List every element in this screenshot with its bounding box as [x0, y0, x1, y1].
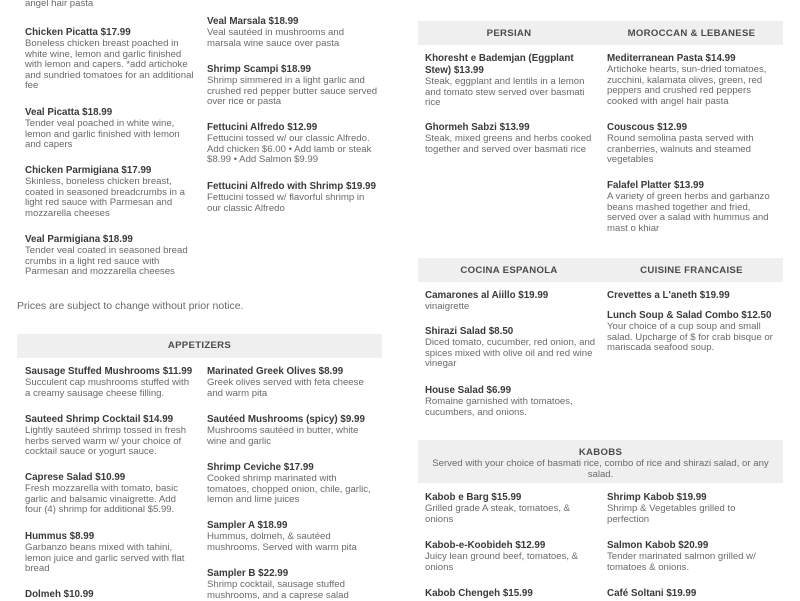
item-name: Sautéed Mushrooms (spicy) $9.99	[207, 414, 365, 425]
item-name: Sampler A $18.99	[207, 520, 288, 531]
item-desc: Hummus, dolmeh, & sautéed mushrooms. Served with warm pita	[207, 531, 357, 553]
item-desc: vinaigrette	[425, 301, 470, 312]
item-name: Kabob e Barg $15.99	[425, 492, 522, 503]
item-name: Shirazi Salad $8.50	[425, 326, 514, 337]
menu-item	[425, 290, 597, 313]
menu-item	[25, 589, 197, 601]
section-title-kabobs: KABOBS	[578, 447, 623, 458]
menu-item	[207, 181, 379, 214]
menu-item	[425, 588, 597, 600]
menu-item	[425, 385, 585, 418]
item-desc: Mushrooms sautéed in butter, white wine and garlic	[207, 425, 359, 447]
menu-item	[207, 366, 379, 399]
item-desc: Romaine garnished with tomatoes, cucumbers, and onions.	[425, 396, 573, 418]
item-name: Caprese Salad $10.99	[25, 472, 126, 483]
item-name: Veal Picatta $18.99	[25, 107, 113, 118]
menu-item	[207, 414, 379, 447]
item-name: Marinated Greek Olives $8.99	[207, 366, 344, 377]
menu-item	[207, 568, 379, 601]
item-desc: Steak, eggplant and lentils in a lemon and tomato stew served over basmati rice	[425, 76, 585, 109]
top-fragment-text: angel hair pasta	[25, 0, 94, 9]
item-name: Chicken Picatta $17.99	[25, 27, 131, 38]
item-desc: Boneless chicken breast poached in white wine, lemon and garlic finished with lemon and capers. *add artichoke and sundried tomatoes for an additional fee	[25, 38, 194, 92]
item-name: Crevettes a L'aneth $19.99	[607, 290, 730, 301]
item-desc: Steak, mixed greens and herbs cooked together and served over basmati rice	[425, 133, 592, 155]
item-desc: Tender veal poached in white wine, lemon and garlic finished with lemon and capers	[25, 118, 180, 151]
menu-item	[425, 492, 590, 525]
item-desc: Fresh mozzarella with tomato, basic garlic and balsamic vinaigrette. Add four (4) shrimp for additional $5.99.	[25, 483, 179, 516]
menu-item	[25, 472, 195, 516]
item-name: Kabob Chengeh $15.99	[425, 588, 533, 599]
menu-item	[25, 27, 195, 92]
menu-item	[607, 588, 779, 600]
menu-item	[25, 234, 190, 278]
item-desc: Garbanzo beans mixed with tahini, lemon juice and garlic served with flat bread	[25, 542, 185, 575]
menu-item	[207, 122, 379, 166]
item-name: Shrimp Ceviche $17.99	[207, 462, 314, 473]
item-name: Khoresht e Bademjan (Eggplant Stew) $13.99	[425, 53, 574, 76]
espanola-francaise-header	[418, 258, 783, 282]
item-desc: Succulent cap mushrooms stuffed with a creamy sausage cheese filling.	[25, 377, 190, 399]
item-name: Hummus $8.99	[25, 531, 95, 542]
item-desc: Tender marinated salmon grilled w/ tomatoes & onions.	[607, 551, 756, 573]
menu-item	[207, 64, 379, 108]
menu-item	[25, 107, 190, 151]
item-desc: Shrimp simmered in a light garlic and crushed red pepper butter sauce served over rice or pasta	[207, 75, 378, 108]
item-desc: A variety of green herbs and garbanzo beans mashed together and fried, served over a salad with hummus and mast o khiar	[607, 191, 770, 234]
menu-item	[207, 462, 379, 506]
menu-item	[607, 540, 772, 573]
menu-item	[207, 520, 379, 553]
item-desc: Diced tomato, cucumber, red onion, and spices mixed with olive oil and red wine vinegar	[425, 337, 596, 370]
item-desc: Veal sautéed in mushrooms and marsala wine sauce over pasta	[207, 27, 345, 49]
item-desc: Lightly sautéed shrimp tossed in fresh herbs served warm w/ your choice of cocktail sauce or yogurt sauce.	[25, 425, 187, 458]
menu-item	[425, 122, 597, 155]
item-name: Chicken Parmigiana $17.99	[25, 165, 152, 176]
item-name: Camarones al Aiillo $19.99	[425, 290, 549, 301]
persian-moroccan-header	[418, 21, 783, 45]
section-title-espanola: COCINA ESPANOLA	[460, 265, 558, 276]
menu-item	[607, 122, 767, 166]
section-title: APPETIZERS	[167, 340, 232, 351]
item-desc: Shrimp cocktail, sausage stuffed mushrooms, and a caprese salad	[207, 579, 349, 601]
kabobs-subtitle: Served with your choice of basmati rice, combo of rice and shirazi salad, or any salad.	[432, 458, 769, 480]
item-name: Veal Marsala $18.99	[207, 16, 299, 27]
item-name: Couscous $12.99	[607, 122, 688, 133]
item-name: Mediterranean Pasta $14.99	[607, 53, 736, 64]
item-name: Sausage Stuffed Mushrooms $11.99	[25, 366, 193, 377]
section-title-persian: PERSIAN	[486, 28, 532, 39]
kabobs-header	[418, 440, 783, 483]
item-name: Lunch Soup & Salad Combo $12.50	[607, 310, 772, 321]
menu-item	[425, 540, 590, 573]
menu-item	[607, 492, 772, 525]
item-name: Kabob-e-Koobideh $12.99	[425, 540, 546, 551]
item-name: Café Soltani $19.99	[607, 588, 697, 599]
menu-item	[25, 531, 197, 575]
item-name: Sauteed Shrimp Cocktail $14.99	[25, 414, 174, 425]
menu-item	[607, 310, 777, 354]
menu-item	[607, 180, 775, 234]
item-name: House Salad $6.99	[425, 385, 512, 396]
appetizers-header	[17, 334, 382, 358]
item-name: Ghormeh Sabzi $13.99	[425, 122, 530, 133]
menu-item	[25, 414, 197, 458]
menu-item	[425, 53, 601, 109]
item-desc: Shrimp & Vegetables grilled to perfection	[607, 503, 736, 525]
item-name: Falafel Platter $13.99	[607, 180, 704, 191]
item-name: Sampler B $22.99	[207, 568, 289, 579]
item-name: Salmon Kabob $20.99	[607, 540, 709, 551]
price-note: Prices are subject to change without prior notice.	[17, 300, 244, 312]
menu-item	[607, 290, 779, 302]
item-desc: Skinless, boneless chicken breast, coated in seasoned breadcrumbs in a light red sauce with Parmesan and mozzarella cheeses	[25, 176, 185, 219]
menu-item	[25, 366, 197, 399]
item-name: Dolmeh $10.99	[25, 589, 94, 600]
item-desc: Greek olives served with feta cheese and warm pita	[207, 377, 364, 399]
menu-item	[607, 53, 779, 107]
item-desc: Juicy lean ground beef, tomatoes, & onions	[425, 551, 579, 573]
item-name: Shrimp Scampi $18.99	[207, 64, 312, 75]
section-title-moroccan: MOROCCAN & LEBANESE	[627, 28, 756, 39]
section-title-francaise: CUISINE FRANCAISE	[640, 265, 743, 276]
item-name: Fettucini Alfredo $12.99	[207, 122, 318, 133]
item-name: Shrimp Kabob $19.99	[607, 492, 707, 503]
item-desc: Artichoke hearts, sun-dried tomatoes, zucchini, kalamata olives, green, red peppers and crushed red peppers cooked with angel hair pasta	[607, 64, 767, 107]
item-name: Fettucini Alfredo with Shrimp $19.99	[207, 181, 376, 192]
item-desc: Your choice of a cup soup and small salad. Upcharge of $ for crab bisque or mariscada seafood soup.	[607, 321, 773, 354]
item-desc: Tender veal coated in seasoned bread crumbs in a light red sauce with Parmesan and mozzarella cheeses	[25, 245, 188, 278]
item-desc: Round semolina pasta served with cranberries, walnuts and steamed vegetables	[607, 133, 754, 166]
menu-item	[25, 165, 190, 219]
menu-item	[207, 16, 377, 49]
item-desc: Fettucini tossed w/ our classic Alfredo. Add chicken $6.00 • Add lamb or steak $8.99 • Add Salmon $9.99	[207, 133, 372, 166]
menu-item	[425, 326, 599, 370]
item-desc: Cooked shrimp marinated with tomatoes, chopped onion, chile, garlic, lemon and lime juices	[207, 473, 371, 506]
item-desc: Grilled grade A steak, tomatoes, & onions	[425, 503, 571, 525]
item-desc: Fettucini tossed w/ flavorful shrimp in our classic Alfredo	[207, 192, 365, 214]
item-name: Veal Parmigiana $18.99	[25, 234, 133, 245]
